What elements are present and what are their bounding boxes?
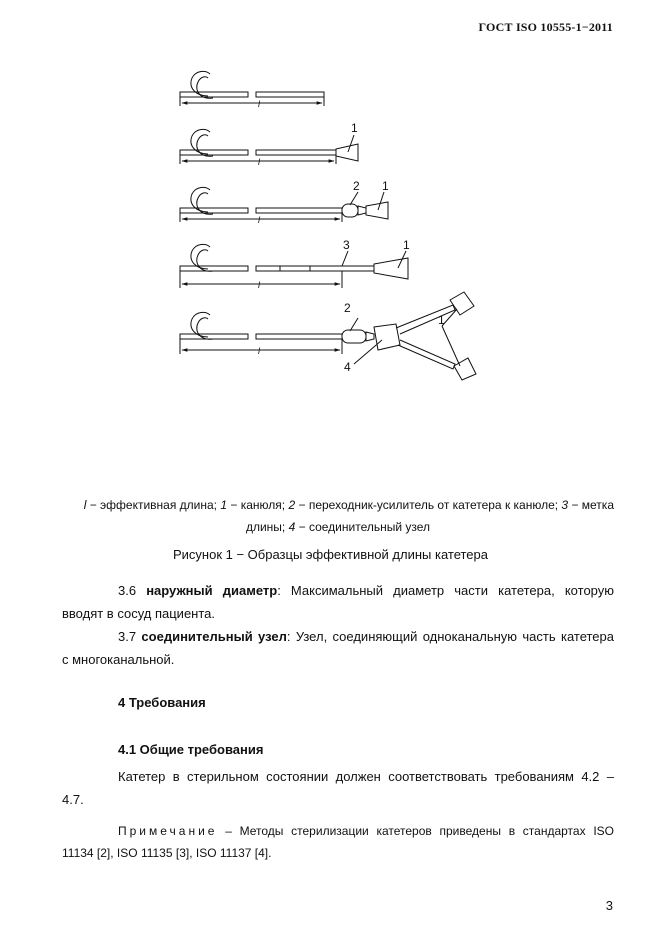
term: соединительный узел: [141, 629, 287, 644]
paragraph-3-6: [62, 579, 615, 625]
section-heading-4: 4 Требования: [118, 695, 206, 710]
callout-1-row5: 1: [438, 313, 445, 327]
figure-caption: Рисунок 1 − Образцы эффективной длины катетера: [172, 547, 488, 562]
note-line-1: [62, 820, 614, 842]
legend-line-1: [62, 494, 614, 516]
catheter-figure: [170, 62, 500, 392]
catheter-diagram: [170, 62, 500, 392]
note-text: – Методы стерилизации катетеров приведены в стандартах ISO: [217, 824, 614, 838]
paragraph-line: вводят в сосуд пациента.: [62, 606, 215, 621]
callout-1-row2: 1: [351, 121, 358, 135]
callout-4-row5: 4: [344, 360, 351, 374]
paragraph-3-7: [62, 625, 614, 671]
paragraph-line: с многоканальной.: [62, 652, 175, 667]
section-heading-4-1: 4.1 Общие требования: [118, 742, 264, 757]
catheter-row-5: [180, 292, 476, 380]
legend-text: − соединительный узел: [295, 520, 431, 534]
clause-number: 3.6: [118, 583, 147, 598]
dim-label-l-4: l: [258, 280, 260, 290]
callout-2-row5: 2: [344, 301, 351, 315]
callout-2-row3: 2: [353, 179, 360, 193]
paragraph-line: [118, 579, 614, 602]
paragraph-4-1: [62, 765, 614, 811]
note: [62, 820, 614, 864]
paragraph-line: 4.7.: [62, 792, 84, 807]
definition-text: : Максимальный диаметр части катетера, которую: [277, 583, 615, 598]
dim-label-l-3: l: [258, 215, 260, 225]
legend-symbol: 2: [288, 498, 296, 512]
note-line-2: 11134 [2], ISO 11135 [3], ISO 11137 [4].: [62, 846, 272, 860]
legend-symbol: 1: [220, 498, 228, 512]
figure-legend: [62, 494, 614, 538]
legend-text: − эффективная длина;: [86, 498, 221, 512]
definition-text: : Узел, соединяющий одноканальную часть катетера: [286, 629, 614, 644]
callout-1-row3: 1: [382, 179, 389, 193]
legend-symbol: 4: [288, 520, 296, 534]
note-label: Примечание: [118, 824, 218, 838]
legend-text: − канюля;: [227, 498, 289, 512]
dim-label-l-1: l: [258, 99, 260, 109]
legend-text: − переходник-усилитель от катетера к канюле;: [295, 498, 562, 512]
catheter-row-2: [180, 129, 358, 164]
paragraph-line: [118, 625, 614, 648]
callout-3-row4: 3: [343, 238, 350, 252]
dim-label-l-2: l: [258, 157, 260, 167]
legend-text: длины;: [245, 520, 289, 534]
catheter-row-4: [180, 244, 408, 288]
term: наружный диаметр: [146, 583, 278, 598]
document-header: ГОСТ ISO 10555-1−2011: [478, 20, 613, 34]
paragraph-line: Катетер в стерильном состоянии должен соответствовать требованиям 4.2 –: [118, 769, 614, 784]
legend-symbol-l: l: [83, 498, 87, 512]
page-number: 3: [605, 898, 613, 913]
callout-1-row4: 1: [403, 238, 410, 252]
legend-text: − метка: [568, 498, 614, 512]
legend-line-2: [62, 516, 614, 538]
clause-number: 3.7: [118, 629, 142, 644]
legend-symbol: 3: [561, 498, 569, 512]
catheter-row-1: [180, 71, 324, 106]
dim-label-l-5: l: [258, 346, 260, 356]
